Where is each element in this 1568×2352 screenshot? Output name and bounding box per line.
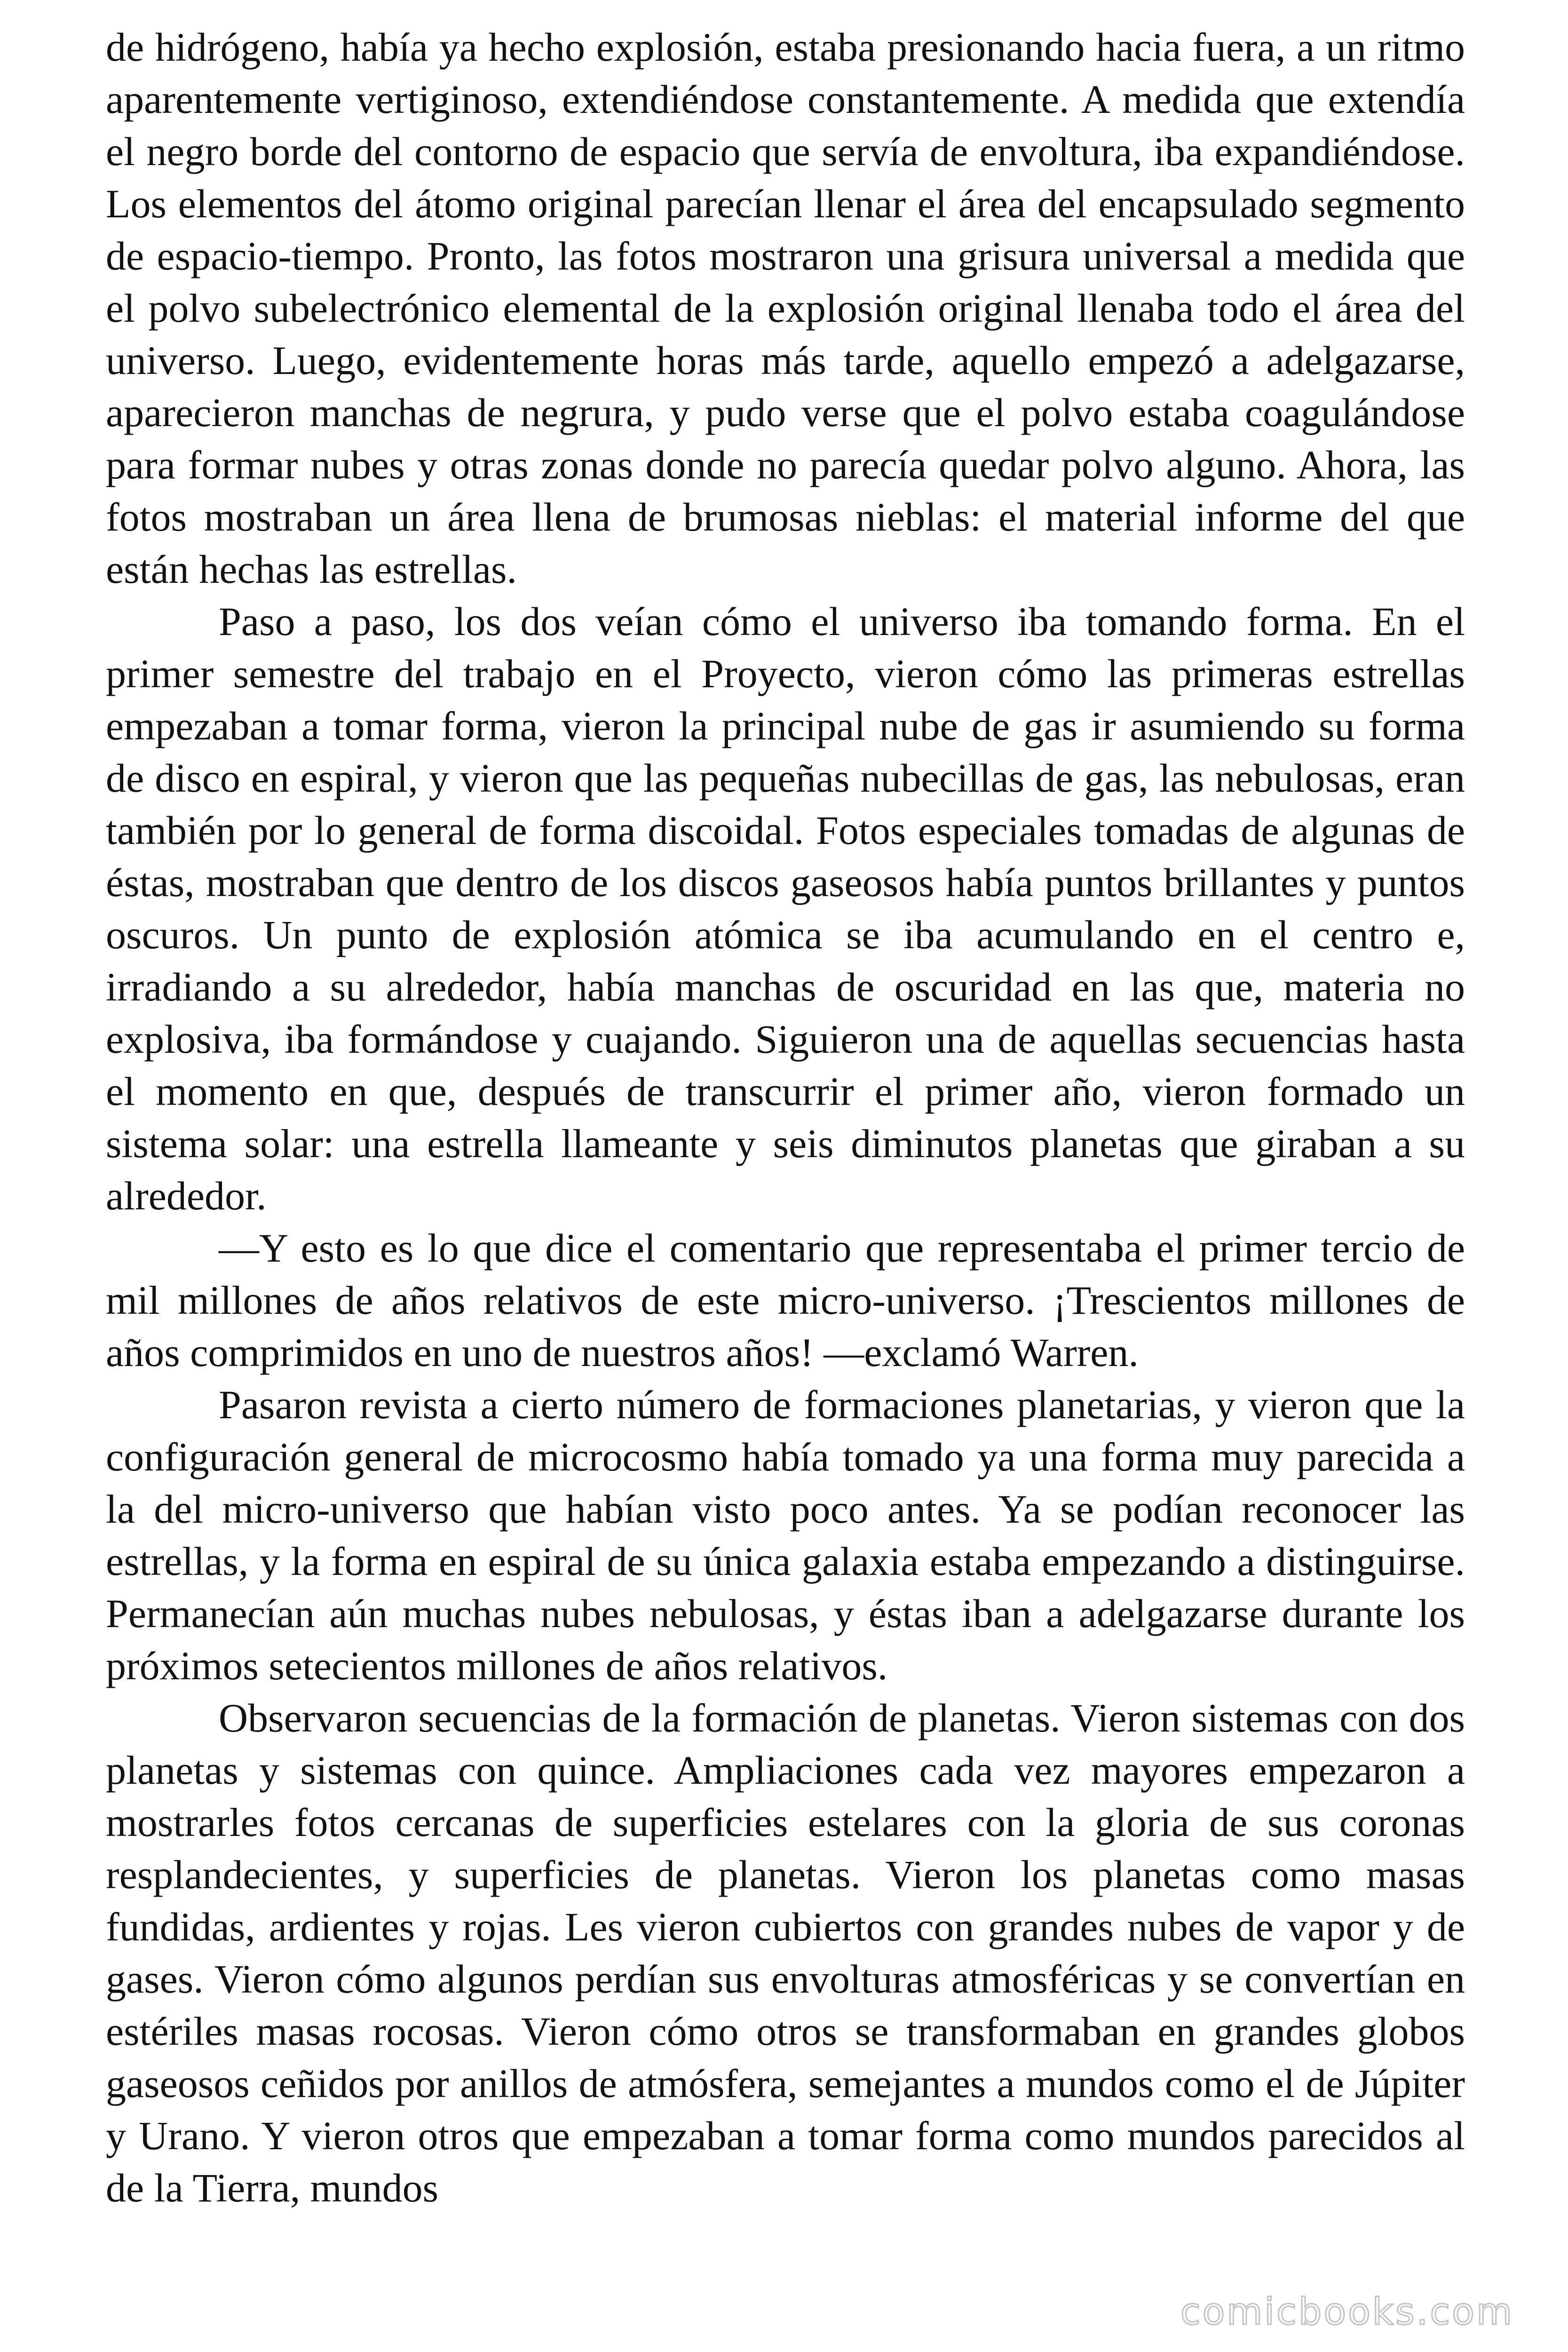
paragraph-universe-forming: Paso a paso, los dos veían cómo el universo iba tomando forma. En el primer semestre del trabajo en el Proyecto, vieron cómo las primeras estrellas empezaban a tomar forma, vieron la principal nube de gas ir asumiendo su forma de disco en espiral, y vieron que las pequeñas nubecillas de gas, las nebulosas, eran también por lo general de forma discoidal. Fotos especiales tomadas de algunas de éstas, mostraban que dentro de los discos gaseosos había puntos brillantes y puntos oscuros. Un punto de explosión atómica se iba acumulando en el centro e, irradiando a su alrededor, había manchas de oscuridad en las que, materia no explosiva, iba formándose y cuajando. Siguieron una de aquellas secuencias hasta el momento en que, después de transcurrir el primer año, vieron formado un sistema solar: una estrella llameante y seis diminutos planetas que giraban a su alrededor.: [106, 599, 1465, 1218]
paragraph-planet-sequences: Observaron secuencias de la formación de planetas. Vieron sistemas con dos planetas y sistemas con quince. Ampliaciones cada vez mayores empezaron a mostrarles fotos cercanas de superficies estelares con la gloria de sus coronas resplandecientes, y superficies de planetas. Vieron los planetas como masas fundidas, ardientes y rojas. Les vieron cubiertos con grandes nubes de vapor y de gases. Vieron cómo algunos perdían sus envolturas atmosféricas y se convertían en estériles masas rocosas. Vieron cómo otros se transformaban en grandes globos gaseosos ceñidos por anillos de atmósfera, semejantes a mundos como el de Júpiter y Urano. Y vieron otros que empezaban a tomar forma como mundos parecidos al de la Tierra, mundos: [106, 1695, 1465, 2210]
book-page: [106, 21, 1465, 2214]
paragraph-dialogue-warren: —Y esto es lo que dice el comentario que representaba el primer tercio de mil millones de años relativos de este micro-universo. ¡Trescientos millones de años comprimidos en uno de nuestros años! —exclamó Warren.: [106, 1225, 1465, 1375]
paragraph-continuation: de hidrógeno, había ya hecho explosión, estaba presionando hacia fuera, a un ritmo aparentemente vertiginoso, extendiéndose constantemente. A medida que extendía el negro borde del contorno de espacio que servía de envoltura, iba expandiéndose. Los elementos del átomo original parecían llenar el área del encapsulado segmento de espacio-tiempo. Pronto, las fotos mostraron una grisura universal a medida que el polvo subelectrónico elemental de la explosión original llenaba todo el área del universo. Luego, evidentemente horas más tarde, aquello empezó a adelgazarse, aparecieron manchas de negrura, y pudo verse que el polvo estaba coagulándose para formar nubes y otras zonas donde no parecía quedar polvo alguno. Ahora, las fotos mostraban un área llena de brumosas nieblas: el material informe del que están hechas las estrellas.: [106, 24, 1465, 592]
paragraph-planetary-formations: Pasaron revista a cierto número de formaciones planetarias, y vieron que la configuración general de microcosmo había tomado ya una forma muy parecida a la del micro-universo que habían visto poco antes. Ya se podían reconocer las estrellas, y la forma en espiral de su única galaxia estaba empezando a distinguirse. Permanecían aún muchas nubes nebulosas, y éstas iban a adelgazarse durante los próximos setecientos millones de años relativos.: [106, 1382, 1465, 1688]
watermark-text: comicbooks.com: [1180, 2291, 1514, 2333]
